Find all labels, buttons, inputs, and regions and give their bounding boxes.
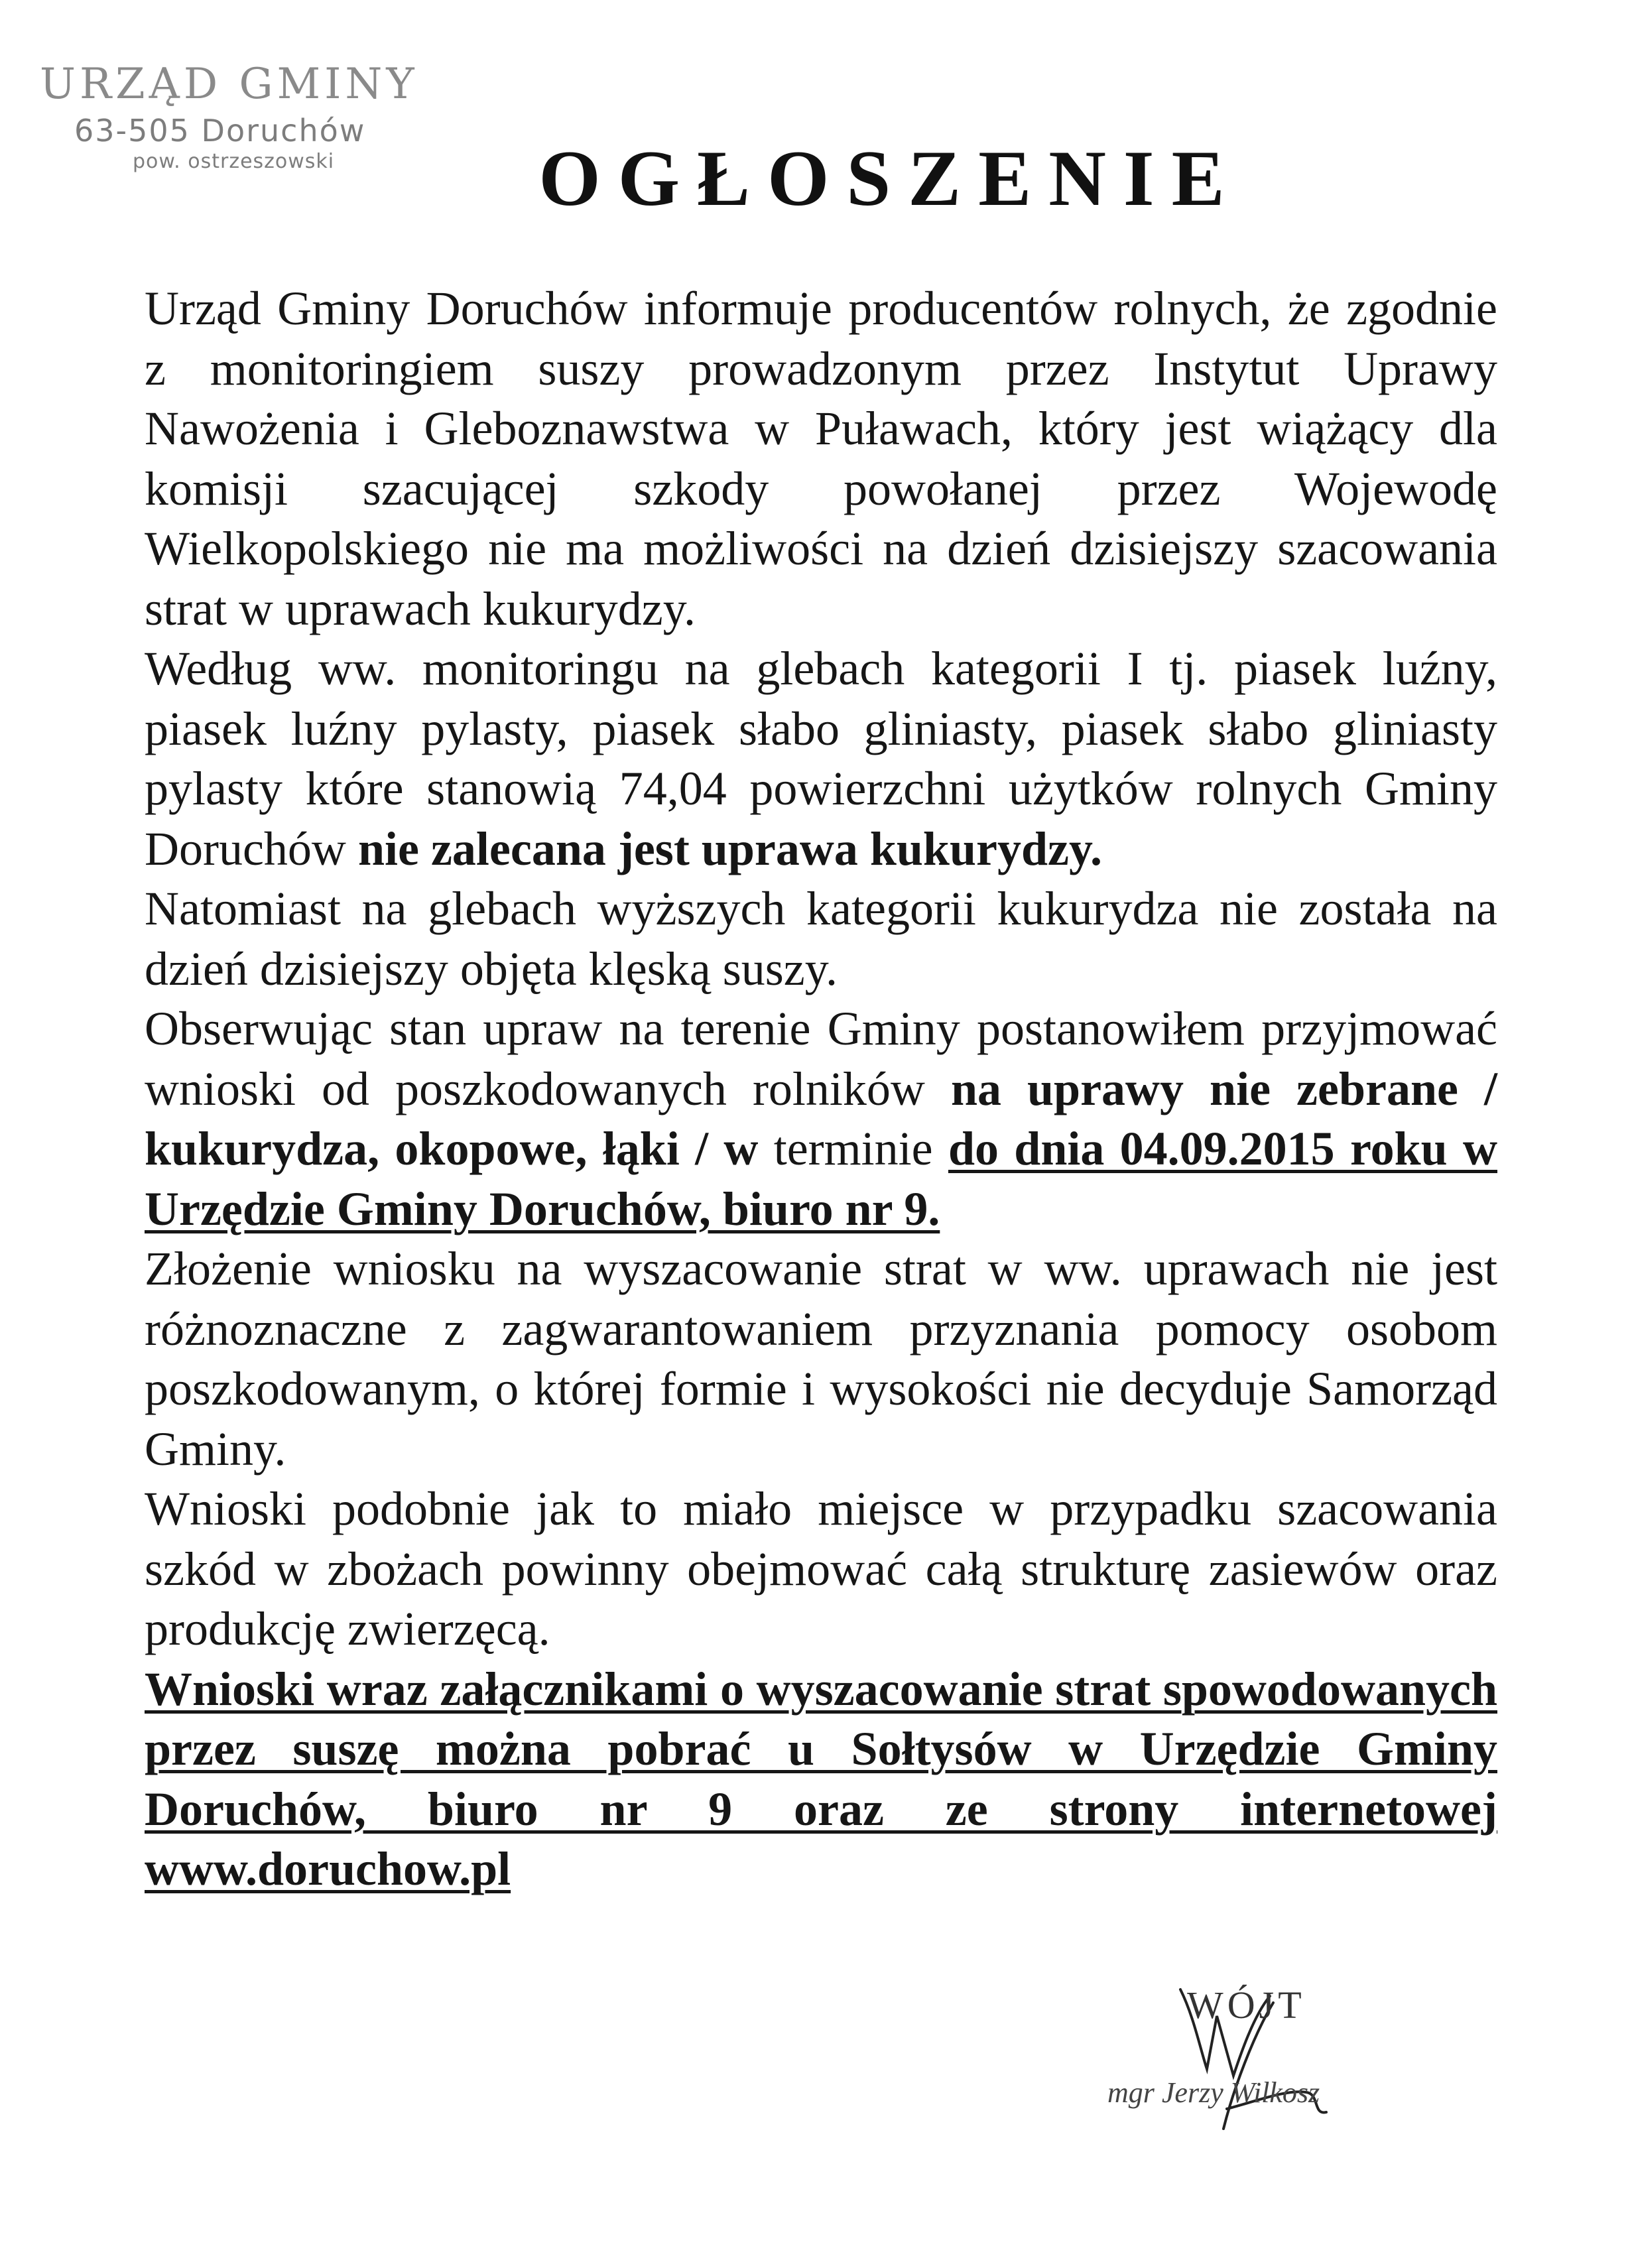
paragraph-5: Złożenie wniosku na wyszacowanie strat w ww. uprawach nie jest różnoznaczne z zagwarantowaniem przyznania pomocy osobom poszkodowanym, o której formie i wysokości nie decyduje Samorząd Gminy. [145,1242,1497,1476]
paragraph-4-bold: na uprawy nie zebrane / kukurydza, okopowe, łąki / w [145,1062,1497,1175]
paragraph-3: Natomiast na glebach wyższych kategorii kukurydza nie została na dzień dzisiejszy objęta klęską suszy. [145,882,1497,995]
stamp-county: pow. ostrzeszowski [133,150,335,173]
paragraph-4-text: Obserwując stan upraw na terenie Gminy postanowiłem przyjmować wnioski od poszkodowanych rolników [145,1002,1497,1115]
signature-title: WÓJT [1187,1984,1306,2027]
paragraph-4 [145,999,1497,1239]
signature-block [1101,1976,1499,2149]
stamp-office-name: URZĄD GMINY [40,60,418,109]
paragraph-2 [145,639,1497,879]
paragraph-1: Urząd Gminy Doruchów informuje producentów rolnych, że zgodnie z monitoringiem suszy prowadzonym przez Instytut Uprawy Nawożenia i Gleboznawstwa w Puławach, który jest wiążący dla komisji szacującej szkody powołanej przez Wojewodę Wielkopolskiego nie ma możliwości na dzień dzisiejszy szacowania strat w uprawach kukurydzy. [145,282,1497,635]
announcement-body [145,279,1497,1899]
paragraph-4-deadline: do dnia 04.09.2015 roku w Urzędzie Gminy Doruchów, biuro nr 9. [145,1122,1498,1235]
paragraph-7-download-info: Wnioski wraz załącznikami o wyszacowanie strat spowodowanych przez suszę można pobrać u Sołtysów w Urzędzie Gminy Doruchów, biuro nr 9 oraz ze strony internetowej www.doruchow.pl [145,1662,1497,1895]
document-title: OGŁOSZENIE [538,134,1242,222]
signature-name: mgr Jerzy Wilkosz [1107,2076,1320,2109]
paragraph-2-text: Według ww. monitoringu na glebach kategorii I tj. piasek luźny, piasek luźny pylasty, piasek słabo gliniasty, piasek słabo gliniasty pylasty które stanowią 74,04 powierzchni użytków rolnych Gminy Doruchów [145,642,1497,875]
paragraph-4-mid: terminie [758,1122,948,1175]
stamp-postal-address: 63-505 Doruchów [74,113,366,149]
paragraph-6: Wnioski podobnie jak to miało miejsce w przypadku szacowania szkód w zbożach powinny obejmować całą strukturę zasiewów oraz produkcję zwierzęcą. [145,1482,1497,1655]
paragraph-2-bold: nie zalecana jest uprawa kukurydzy. [357,822,1102,875]
